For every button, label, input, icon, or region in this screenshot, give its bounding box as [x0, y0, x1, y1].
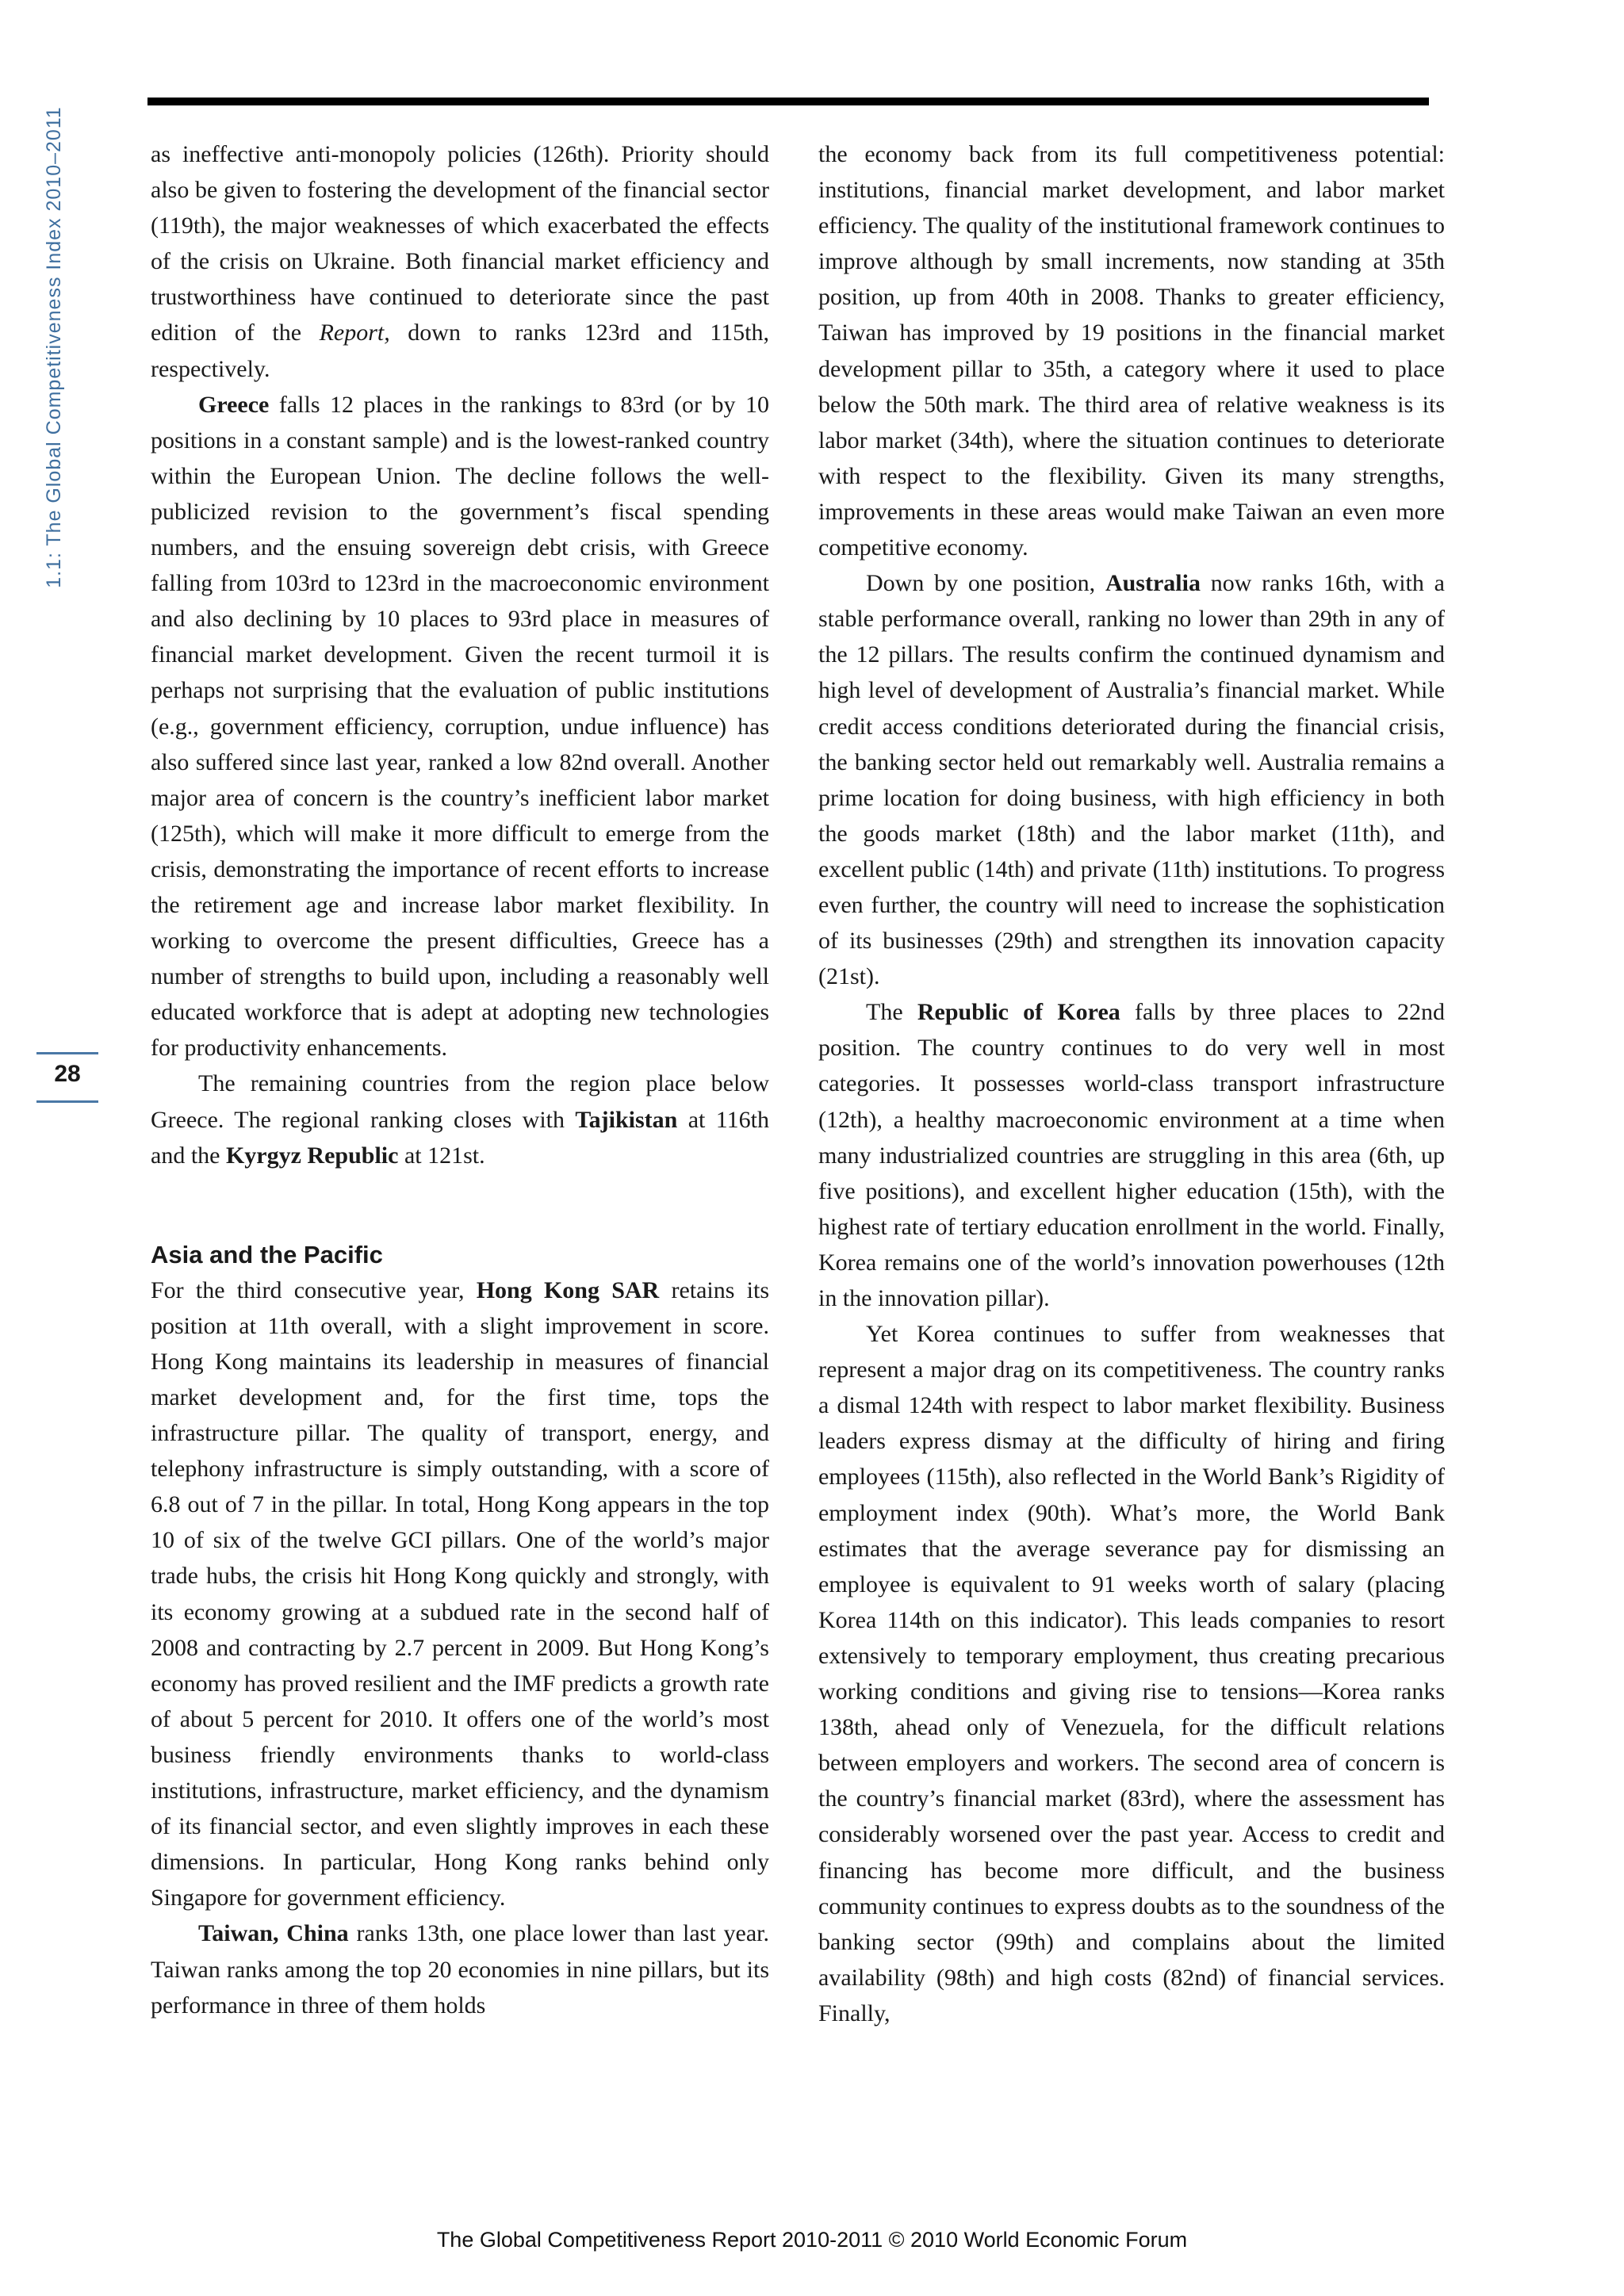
- paragraph-taiwan: Taiwan, China ranks 13th, one place lower than last year. Taiwan ranks among the top 20 economies in nine pillars, but its performance in three of them holds: [151, 1920, 769, 2019]
- left-column: [151, 136, 769, 2023]
- paragraph-hong-kong: For the third consecutive year, Hong Kong SAR retains its position at 11th overall, with a slight improvement in score. Hong Kong maintains its leadership in measures of financial market development and, for the first time, tops the infrastructure pillar. The quality of transport, energy, and telephony infrastructure is simply outstanding, with a score of 6.8 out of 7 in the pillar. In total, Hong Kong appears in the top 10 of six of the twelve GCI pillars. One of the world’s major trade hubs, the crisis hit Hong Kong quickly and strongly, with its economy growing at a subdued rate in the second half of 2008 and contracting by 2.7 percent in 2009. But Hong Kong’s economy has proved resilient and the IMF predicts a growth rate of about 5 percent for 2010. It offers one of the world’s most business friendly environments thanks to world-class institutions, infrastructure, market efficiency, and the dynamism of its financial sector, and even slightly improves in each these dimensions. In particular, Hong Kong ranks behind only Singapore for government efficiency.: [151, 1276, 769, 1911]
- paragraph-australia: Down by one position, Australia now ranks 16th, with a stable performance overall, ranking no lower than 29th in any of the 12 pillars. The results confirm the continued dynamism and high level of development of Australia’s financial market. While credit access conditions deteriorated during the financial crisis, the banking sector held out remarkably well. Australia remains a prime location for doing business, with high efficiency in both the goods market (18th) and the labor market (11th), and excellent public (14th) and private (11th) institutions. To progress even further, the country will need to increase the sophistication of its businesses (29th) and strengthen its innovation capacity (21st).: [818, 570, 1445, 990]
- page-number: 28: [54, 1061, 81, 1087]
- country-name: Taiwan, China: [198, 1920, 349, 1947]
- page-number-rule-top: [36, 1052, 98, 1054]
- country-name: Greece: [198, 391, 270, 418]
- right-column: [818, 136, 1445, 2031]
- running-head: 1.1: The Global Competitiveness Index 2010–2011: [43, 106, 65, 588]
- paragraph-korea: The Republic of Korea falls by three places to 22nd position. The country continues to do very well in most categories. It possesses world-class transport infrastructure (12th), a healthy macroeconomic environment at a time when many industrialized countries are struggling in this area (6th, up five positions), and excellent higher education (15th), with the highest rate of tertiary education enrollment in the world. Finally, Korea remains one of the world’s innovation powerhouses (12th in the innovation pillar).: [818, 999, 1446, 1311]
- paragraph: Yet Korea continues to suffer from weaknesses that represent a major drag on its competitiveness. The country ranks a dismal 124th with respect to labor market flexibility. Business leaders express dismay at the difficulty of hiring and firing employees (115th), also reflected in the World Bank’s Rigidity of employment index (90th). What’s more, the World Bank estimates that the average severance pay for dismissing an employee is equivalent to 91 weeks worth of salary (placing Korea 114th on this indicator). This leads companies to resort extensively to temporary employment, thus creating precarious working conditions and giving rise to tensions—Korea ranks 138th, ahead only of Venezuela, for the difficult relations between employers and workers. The second area of concern is the country’s financial market (83rd), where the assessment has considerably worsened over the past year. Access to credit and financing has become more difficult, and the business community continues to express doubts as to the soundness of the banking sector (99th) and complains about the limited availability (98th) and high costs (82nd) of financial services. Finally,: [818, 1321, 1445, 2026]
- country-name: Hong Kong SAR: [476, 1276, 660, 1303]
- paragraph-greece: Greece falls 12 places in the rankings to 83rd (or by 10 positions in a constant sample) and is the lowest-ranked country within the European Union. The decline follows the well-publicized revision to the government’s fiscal spending numbers, and the ensuing sovereign debt crisis, with Greece falling from 103rd to 123rd in the macroeconomic environment and also declining by 10 places to 93rd place in measures of financial market development. Given the recent turmoil it is perhaps not surprising that the evaluation of public institutions (e.g., government efficiency, corruption, undue influence) has also suffered since last year, ranked a low 82nd overall. Another major area of concern is the country’s inefficient labor market (125th), which will make it more difficult to emerge from the crisis, demonstrating the importance of recent efforts to increase the retirement age and increase labor market flexibility. In working to overcome the present difficulties, Greece has a number of strengths to build upon, including a reasonably well educated workforce that is adept at adopting new technologies for productivity enhancements.: [151, 391, 769, 1062]
- paragraph: The remaining countries from the region place below Greece. The regional ranking closes with Tajikistan at 116th and the Kyrgyz Republic at 121st.: [151, 1070, 769, 1169]
- country-name: Kyrgyz Republic: [225, 1142, 399, 1169]
- country-name: Republic of Korea: [917, 999, 1120, 1026]
- section-heading: Asia and the Pacific: [151, 1240, 383, 1269]
- top-rule: [147, 98, 1429, 105]
- paragraph: as ineffective anti-monopoly policies (126th). Priority should also be given to fostering the development of the financial sector (119th), the major weaknesses of which exacerbated the effects of the crisis on Ukraine. Both financial market efficiency and trustworthiness have continued to deteriorate since the past edition of the Report, down to ranks 123rd and 115th, respectively.: [151, 141, 769, 382]
- paragraph: the economy back from its full competitiveness potential: institutions, financial market development, and labor market efficiency. The quality of the institutional framework continues to improve although by small increments, now standing at 35th position, up from 40th in 2008. Thanks to greater efficiency, Taiwan has improved by 19 positions in the financial market development pillar to 35th, a category where it used to place below the 50th mark. The third area of relative weakness is its labor market (34th), where the situation continues to deteriorate with respect to the flexibility. Given its many strengths, improvements in these areas would make Taiwan an even more competitive economy.: [818, 141, 1445, 561]
- page-number-rule-bottom: [36, 1100, 98, 1103]
- page-footer: The Global Competitiveness Report 2010-2011 © 2010 World Economic Forum: [436, 2228, 1188, 2252]
- country-name: Australia: [1105, 570, 1201, 597]
- country-name: Tajikistan: [575, 1106, 678, 1133]
